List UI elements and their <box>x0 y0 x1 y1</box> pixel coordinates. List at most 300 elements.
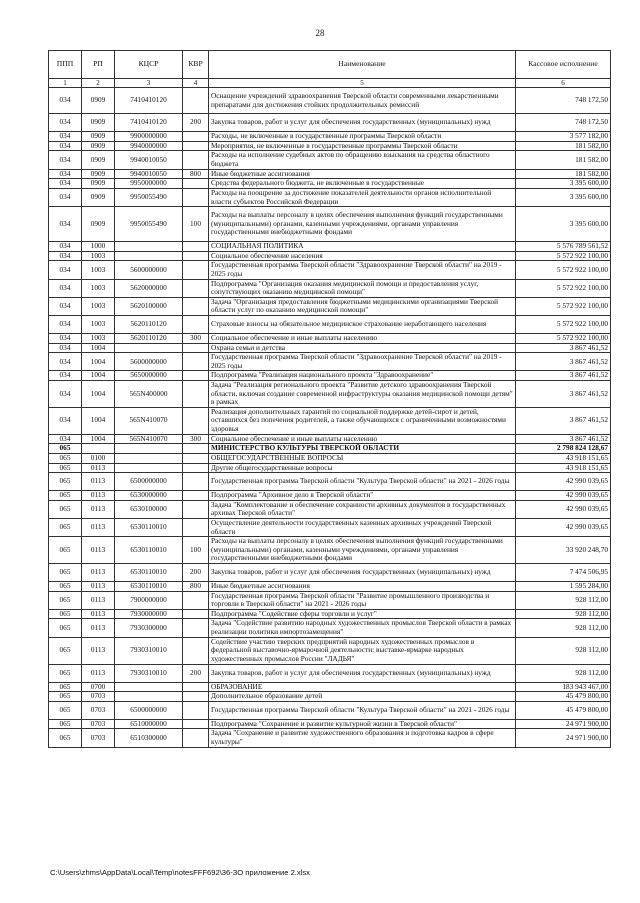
cell-name: Подпрограмма "Архивное дело в Тверской области" <box>209 491 516 501</box>
cell-name: Социальное обеспечение и иные выплаты населению <box>209 434 516 444</box>
table-row <box>49 463 611 473</box>
cell-name: Подпрограмма "Организация оказания медицинской помощи и предоставления услуг, сопутствующих оказанию медицинской помощи" <box>209 279 516 297</box>
cell-amount: 42 990 039,65 <box>516 473 611 491</box>
cell-rp: 0113 <box>82 537 115 564</box>
table-row <box>49 151 611 169</box>
cell-rp: 0909 <box>82 151 115 169</box>
cell-amount: 45 479 800,00 <box>516 692 611 702</box>
cell-rp: 0113 <box>82 609 115 619</box>
cell-kcsr: 5600000000 <box>115 261 183 279</box>
cell-rp <box>82 444 115 454</box>
cell-kcsr: 9940000000 <box>115 141 183 151</box>
cell-ppp: 034 <box>49 132 82 142</box>
cell-ppp: 034 <box>49 207 82 242</box>
cell-kvr <box>183 473 209 491</box>
cell-name: Содействие участию тверских предприятий народных художественных промыслов в федеральной выставочно-ярмарочной деятельности: выставке-ярмарке народных художественных промыслов России "ЛАДЬЯ" <box>209 637 516 664</box>
cell-ppp: 034 <box>49 407 82 434</box>
cell-ppp: 034 <box>49 343 82 353</box>
cell-amount: 5 576 789 561,52 <box>516 242 611 252</box>
cell-rp: 0113 <box>82 637 115 664</box>
cell-rp: 0113 <box>82 500 115 518</box>
cell-kvr: 300 <box>183 434 209 444</box>
cell-kcsr: 5620000000 <box>115 279 183 297</box>
cell-kcsr: 7930300000 <box>115 619 183 637</box>
cell-kvr: 300 <box>183 334 209 344</box>
cell-kvr <box>183 637 209 664</box>
cell-name: ОБРАЗОВАНИЕ <box>209 682 516 692</box>
cell-kvr <box>183 316 209 334</box>
cell-name: Закупка товаров, работ и услуг для обеспечения государственных (муниципальных) нужд <box>209 664 516 682</box>
cell-amount: 181 582,00 <box>516 141 611 151</box>
cell-rp: 1004 <box>82 343 115 353</box>
cell-rp: 1000 <box>82 242 115 252</box>
cell-kcsr: 6530000000 <box>115 491 183 501</box>
cell-name: Расходы на выплаты персоналу в целях обеспечения выполнения функций государственными (муниципальными) органами, казенными учреждениями, органами управления государственными внебюджетными фондами <box>209 537 516 564</box>
cell-kvr <box>183 343 209 353</box>
cell-kcsr: 7900000000 <box>115 591 183 609</box>
cell-name: Дополнительное образование детей <box>209 692 516 702</box>
column-numbers-row <box>49 79 611 88</box>
table-row <box>49 582 611 592</box>
cell-kcsr: 9900000000 <box>115 132 183 142</box>
cell-kcsr: 565N400000 <box>115 381 183 408</box>
table-row <box>49 207 611 242</box>
cell-amount: 928 112,00 <box>516 619 611 637</box>
cell-name: Другие общегосударственные вопросы <box>209 463 516 473</box>
table-row <box>49 381 611 408</box>
table-row <box>49 334 611 344</box>
cell-kcsr: 9950055490 <box>115 188 183 206</box>
cell-amount: 183 943 467,00 <box>516 682 611 692</box>
cell-rp: 0703 <box>82 701 115 719</box>
cell-ppp: 034 <box>49 141 82 151</box>
cell-amount: 181 582,00 <box>516 151 611 169</box>
cell-kvr <box>183 719 209 729</box>
table-row <box>49 316 611 334</box>
cell-kvr <box>183 242 209 252</box>
cell-kcsr: 6500000000 <box>115 701 183 719</box>
cell-kvr: 800 <box>183 169 209 179</box>
cell-rp: 0703 <box>82 692 115 702</box>
cell-kvr <box>183 297 209 315</box>
cell-kcsr: 6530110010 <box>115 518 183 536</box>
cell-ppp: 034 <box>49 316 82 334</box>
column-number: 4 <box>183 79 209 88</box>
column-number: 5 <box>209 79 516 88</box>
cell-kcsr: 6530110010 <box>115 564 183 582</box>
cell-ppp: 065 <box>49 473 82 491</box>
cell-kvr <box>183 141 209 151</box>
table-row <box>49 682 611 692</box>
cell-kcsr <box>115 682 183 692</box>
cell-amount: 43 918 151,65 <box>516 463 611 473</box>
table-row <box>49 407 611 434</box>
cell-rp: 0703 <box>82 729 115 747</box>
table-row <box>49 353 611 371</box>
cell-amount: 928 112,00 <box>516 591 611 609</box>
cell-rp: 0909 <box>82 207 115 242</box>
column-number: 1 <box>49 79 82 88</box>
cell-ppp: 065 <box>49 518 82 536</box>
cell-kcsr: 565N410070 <box>115 407 183 434</box>
cell-amount: 3 577 182,00 <box>516 132 611 142</box>
cell-kcsr: 6530110010 <box>115 582 183 592</box>
cell-name: Подпрограмма "Сохранение и развитие культурной жизни в Тверской области" <box>209 719 516 729</box>
cell-ppp: 034 <box>49 88 82 114</box>
cell-rp: 0909 <box>82 88 115 114</box>
cell-amount: 3 867 461,52 <box>516 434 611 444</box>
cell-kcsr: 6530100000 <box>115 500 183 518</box>
cell-ppp: 065 <box>49 609 82 619</box>
header-name: Наименование <box>209 51 516 79</box>
cell-amount: 5 572 922 100,00 <box>516 297 611 315</box>
cell-name: МИНИСТЕРСТВО КУЛЬТУРЫ ТВЕРСКОЙ ОБЛАСТИ <box>209 444 516 454</box>
cell-kvr: 200 <box>183 114 209 132</box>
cell-name: Мероприятия, не включенные в государственные программы Тверской области <box>209 141 516 151</box>
header-kcsr: КЦСР <box>115 51 183 79</box>
table-row <box>49 114 611 132</box>
cell-rp: 0113 <box>82 518 115 536</box>
cell-kvr <box>183 729 209 747</box>
cell-kvr <box>183 453 209 463</box>
cell-name: Социальное обеспечение и иные выплаты населению <box>209 334 516 344</box>
header-rp: РП <box>82 51 115 79</box>
cell-kcsr: 7410410120 <box>115 88 183 114</box>
cell-kvr <box>183 491 209 501</box>
budget-table <box>48 50 611 748</box>
cell-amount: 3 867 461,52 <box>516 353 611 371</box>
cell-ppp: 065 <box>49 564 82 582</box>
cell-kvr <box>183 682 209 692</box>
cell-kcsr: 5620110120 <box>115 316 183 334</box>
cell-ppp: 065 <box>49 692 82 702</box>
cell-kcsr: 5600000000 <box>115 353 183 371</box>
cell-kcsr: 6530110010 <box>115 537 183 564</box>
cell-ppp: 034 <box>49 381 82 408</box>
cell-amount: 5 572 922 100,00 <box>516 316 611 334</box>
cell-ppp: 065 <box>49 453 82 463</box>
cell-ppp: 065 <box>49 701 82 719</box>
cell-amount: 3 395 600,00 <box>516 188 611 206</box>
cell-rp: 0113 <box>82 591 115 609</box>
cell-amount: 928 112,00 <box>516 637 611 664</box>
cell-ppp: 034 <box>49 261 82 279</box>
cell-amount: 928 112,00 <box>516 664 611 682</box>
cell-kvr <box>183 692 209 702</box>
cell-kcsr <box>115 444 183 454</box>
cell-rp: 0113 <box>82 564 115 582</box>
cell-name: Расходы на исполнение судебных актов по обращению взыскания на средства областного бюджета <box>209 151 516 169</box>
cell-kcsr: 9950000000 <box>115 179 183 189</box>
cell-kcsr <box>115 343 183 353</box>
cell-ppp: 065 <box>49 537 82 564</box>
cell-kvr <box>183 619 209 637</box>
cell-rp: 0113 <box>82 582 115 592</box>
cell-kvr: 800 <box>183 582 209 592</box>
cell-rp: 1003 <box>82 334 115 344</box>
cell-amount: 3 395 600,00 <box>516 207 611 242</box>
cell-kcsr: 7930310010 <box>115 637 183 664</box>
table-row <box>49 664 611 682</box>
table-row <box>49 279 611 297</box>
cell-amount: 7 474 506,95 <box>516 564 611 582</box>
cell-name: Задача "Сохранение и развитие художественного образования и подготовка кадров в сфере культуры" <box>209 729 516 747</box>
cell-kvr <box>183 381 209 408</box>
cell-ppp: 034 <box>49 279 82 297</box>
cell-amount: 24 971 900,00 <box>516 719 611 729</box>
cell-amount: 5 572 922 100,00 <box>516 279 611 297</box>
cell-kvr <box>183 188 209 206</box>
cell-ppp: 034 <box>49 242 82 252</box>
cell-kvr <box>183 261 209 279</box>
cell-ppp: 034 <box>49 179 82 189</box>
cell-name: Средства федерального бюджета, не включенные в государственные <box>209 179 516 189</box>
cell-kcsr: 9940010050 <box>115 151 183 169</box>
cell-name: Государственная программа Тверской области "Здравоохранение Тверской области" на 2019 - 2025 годы <box>209 353 516 371</box>
cell-name: Расходы, не включенные в государственные программы Тверской области <box>209 132 516 142</box>
cell-ppp: 065 <box>49 719 82 729</box>
cell-rp: 0113 <box>82 473 115 491</box>
cell-rp: 0703 <box>82 719 115 729</box>
cell-amount: 3 867 461,52 <box>516 407 611 434</box>
cell-rp: 1003 <box>82 279 115 297</box>
cell-ppp: 034 <box>49 297 82 315</box>
cell-rp: 0909 <box>82 132 115 142</box>
cell-name: Страховые взносы на обязательное медицинское страхование неработающего населения <box>209 316 516 334</box>
column-number: 3 <box>115 79 183 88</box>
cell-kvr: 200 <box>183 564 209 582</box>
cell-kvr <box>183 132 209 142</box>
cell-kvr <box>183 371 209 381</box>
cell-name: ОБЩЕГОСУДАРСТВЕННЫЕ ВОПРОСЫ <box>209 453 516 463</box>
cell-ppp: 034 <box>49 251 82 261</box>
cell-name: Социальное обеспечение населения <box>209 251 516 261</box>
cell-ppp: 034 <box>49 371 82 381</box>
table-row <box>49 500 611 518</box>
cell-kvr <box>183 518 209 536</box>
cell-name: Государственная программа Тверской области "Культура Тверской области" на 2021 - 2026 годы <box>209 701 516 719</box>
cell-name: Иные бюджетные ассигнования <box>209 169 516 179</box>
cell-rp: 0909 <box>82 179 115 189</box>
cell-kcsr: 7930000000 <box>115 609 183 619</box>
cell-kcsr <box>115 692 183 702</box>
cell-kcsr: 565N410070 <box>115 434 183 444</box>
cell-name: Реализация дополнительных гарантий по социальной поддержке детей-сирот и детей, оставшихся без попечения родителей, а также обучающихся с ограниченными возможностями здоровья <box>209 407 516 434</box>
cell-rp: 1004 <box>82 434 115 444</box>
cell-name: Охрана семьи и детства <box>209 343 516 353</box>
cell-kcsr: 5620100000 <box>115 297 183 315</box>
cell-kvr <box>183 701 209 719</box>
cell-kcsr: 5650000000 <box>115 371 183 381</box>
cell-rp: 1003 <box>82 316 115 334</box>
cell-name: Расходы на выплаты персоналу в целях обеспечения выполнения функций государственными (муниципальными) органами, казенными учреждениями, органами управления государственными внебюджетными фондами <box>209 207 516 242</box>
cell-ppp: 065 <box>49 500 82 518</box>
table-row <box>49 729 611 747</box>
cell-rp: 1003 <box>82 251 115 261</box>
cell-kcsr: 7930310010 <box>115 664 183 682</box>
column-number: 6 <box>516 79 611 88</box>
cell-ppp: 034 <box>49 151 82 169</box>
cell-ppp: 065 <box>49 582 82 592</box>
table-row <box>49 473 611 491</box>
cell-ppp: 065 <box>49 682 82 692</box>
cell-name: Государственная программа Тверской области "Культура Тверской области" на 2021 - 2026 годы <box>209 473 516 491</box>
table-row <box>49 692 611 702</box>
cell-ppp: 065 <box>49 463 82 473</box>
column-number: 2 <box>82 79 115 88</box>
cell-name: Расходы на поощрение за достижение показателей деятельности органов исполнительной власти субъектов Российской Федерации <box>209 188 516 206</box>
cell-ppp: 034 <box>49 434 82 444</box>
cell-name: Закупка товаров, работ и услуг для обеспечения государственных (муниципальных) нужд <box>209 114 516 132</box>
cell-amount: 748 172,50 <box>516 88 611 114</box>
cell-kvr <box>183 463 209 473</box>
cell-kcsr <box>115 453 183 463</box>
cell-kcsr: 7410410120 <box>115 114 183 132</box>
cell-name: СОЦИАЛЬНАЯ ПОЛИТИКА <box>209 242 516 252</box>
cell-rp: 0909 <box>82 169 115 179</box>
cell-kcsr: 6510000000 <box>115 719 183 729</box>
cell-kcsr: 5620110120 <box>115 334 183 344</box>
cell-amount: 43 918 151,65 <box>516 453 611 463</box>
cell-rp: 0113 <box>82 491 115 501</box>
cell-kvr <box>183 444 209 454</box>
cell-name: Иные бюджетные ассигнования <box>209 582 516 592</box>
table-row <box>49 297 611 315</box>
cell-name: Задача "Организация предоставления бюджетными медицинскими организациями Тверской области услуг по оказанию медицинской помощи" <box>209 297 516 315</box>
cell-kcsr: 9940010050 <box>115 169 183 179</box>
cell-kvr <box>183 179 209 189</box>
cell-kvr <box>183 151 209 169</box>
table-row <box>49 453 611 463</box>
table-row <box>49 132 611 142</box>
cell-rp: 1004 <box>82 407 115 434</box>
cell-ppp: 065 <box>49 491 82 501</box>
header-amount: Кассовое исполнение <box>516 51 611 79</box>
cell-ppp: 034 <box>49 114 82 132</box>
cell-kvr <box>183 591 209 609</box>
cell-amount: 748 172,50 <box>516 114 611 132</box>
cell-name: Оснащение учреждений здравоохранения Тверской области современными лекарственными препаратами для достижения стойких продолжительных ремиссий <box>209 88 516 114</box>
cell-rp: 0909 <box>82 141 115 151</box>
cell-rp: 0909 <box>82 114 115 132</box>
cell-rp: 1004 <box>82 353 115 371</box>
cell-amount: 3 867 461,52 <box>516 371 611 381</box>
header-row <box>49 51 611 79</box>
cell-ppp: 034 <box>49 188 82 206</box>
file-path-footer: C:\Users\zhms\AppData\Local\Temp\notesFFF692\36-ЗО приложение 2.xlsx <box>50 868 310 877</box>
header-ppp: ППП <box>49 51 82 79</box>
cell-ppp: 065 <box>49 729 82 747</box>
table-row <box>49 564 611 582</box>
table-row <box>49 491 611 501</box>
cell-kvr <box>183 500 209 518</box>
cell-amount: 45 479 800,00 <box>516 701 611 719</box>
cell-rp: 0113 <box>82 619 115 637</box>
cell-amount: 3 867 461,52 <box>516 381 611 408</box>
cell-kcsr: 6500000000 <box>115 473 183 491</box>
cell-ppp: 034 <box>49 169 82 179</box>
cell-rp: 0100 <box>82 453 115 463</box>
page-number: 28 <box>315 28 325 38</box>
cell-amount: 5 572 922 100,00 <box>516 251 611 261</box>
cell-name: Задача "Комплектование и обеспечение сохранности архивных документов в государственных архивах Тверской области" <box>209 500 516 518</box>
cell-ppp: 065 <box>49 637 82 664</box>
table-row <box>49 179 611 189</box>
cell-rp: 0113 <box>82 664 115 682</box>
cell-rp: 1004 <box>82 381 115 408</box>
cell-kcsr: 9950055490 <box>115 207 183 242</box>
table-row <box>49 701 611 719</box>
cell-amount: 1 595 284,00 <box>516 582 611 592</box>
cell-amount: 24 971 900,00 <box>516 729 611 747</box>
cell-kvr <box>183 88 209 114</box>
cell-kvr <box>183 407 209 434</box>
cell-name: Подпрограмма "Реализация национального проекта "Здравоохранение" <box>209 371 516 381</box>
cell-ppp: 034 <box>49 353 82 371</box>
cell-amount: 5 572 922 100,00 <box>516 261 611 279</box>
header-kvr: КВР <box>183 51 209 79</box>
cell-rp: 1003 <box>82 297 115 315</box>
cell-ppp: 034 <box>49 334 82 344</box>
table-row <box>49 188 611 206</box>
cell-rp: 0113 <box>82 463 115 473</box>
cell-ppp: 065 <box>49 664 82 682</box>
cell-ppp: 065 <box>49 619 82 637</box>
cell-amount: 33 920 248,70 <box>516 537 611 564</box>
cell-kvr: 200 <box>183 664 209 682</box>
cell-name: Государственная программа Тверской области "Здравоохранение Тверской области" на 2019 - 2025 годы <box>209 261 516 279</box>
cell-kvr <box>183 609 209 619</box>
cell-amount: 3 867 461,52 <box>516 343 611 353</box>
cell-amount: 5 572 922 100,00 <box>516 334 611 344</box>
cell-ppp: 065 <box>49 444 82 454</box>
cell-kvr <box>183 353 209 371</box>
table-row <box>49 242 611 252</box>
table-row <box>49 261 611 279</box>
cell-name: Осуществление деятельности государственных казенных архивных учреждений Тверской области <box>209 518 516 536</box>
cell-amount: 42 990 039,65 <box>516 491 611 501</box>
cell-rp: 0700 <box>82 682 115 692</box>
cell-kvr <box>183 279 209 297</box>
table-row <box>49 444 611 454</box>
cell-amount: 42 990 039,65 <box>516 500 611 518</box>
cell-name: Подпрограмма "Содействие сферы торговли и услуг" <box>209 609 516 619</box>
cell-rp: 1003 <box>82 261 115 279</box>
cell-amount: 3 395 600,00 <box>516 179 611 189</box>
cell-amount: 2 798 824 128,67 <box>516 444 611 454</box>
table-row <box>49 88 611 114</box>
cell-rp: 0909 <box>82 188 115 206</box>
table-row <box>49 591 611 609</box>
cell-kvr: 100 <box>183 207 209 242</box>
cell-kcsr: 6510300000 <box>115 729 183 747</box>
cell-name: Государственная программа Тверской области "Развитие промышленного производства и торговли в Тверской области" на 2021 - 2026 годы <box>209 591 516 609</box>
cell-ppp: 065 <box>49 591 82 609</box>
table-row <box>49 518 611 536</box>
cell-kcsr <box>115 251 183 261</box>
cell-kvr <box>183 251 209 261</box>
cell-amount: 181 582,00 <box>516 169 611 179</box>
cell-amount: 928 112,00 <box>516 609 611 619</box>
cell-rp: 1004 <box>82 371 115 381</box>
cell-name: Задача "Содействие развитию народных художественных промыслов Тверской области в рамках реализации политики импортозамещения" <box>209 619 516 637</box>
table-row <box>49 537 611 564</box>
cell-kcsr <box>115 463 183 473</box>
cell-name: Задача "Реализация регионального проекта "Развитие детского здравоохранения Тверской области, включая создание современной инфраструктуры оказания медицинской помощи детям" в рамках <box>209 381 516 408</box>
cell-name: Закупка товаров, работ и услуг для обеспечения государственных (муниципальных) нужд <box>209 564 516 582</box>
table-body <box>49 88 611 747</box>
cell-amount: 42 990 039,65 <box>516 518 611 536</box>
